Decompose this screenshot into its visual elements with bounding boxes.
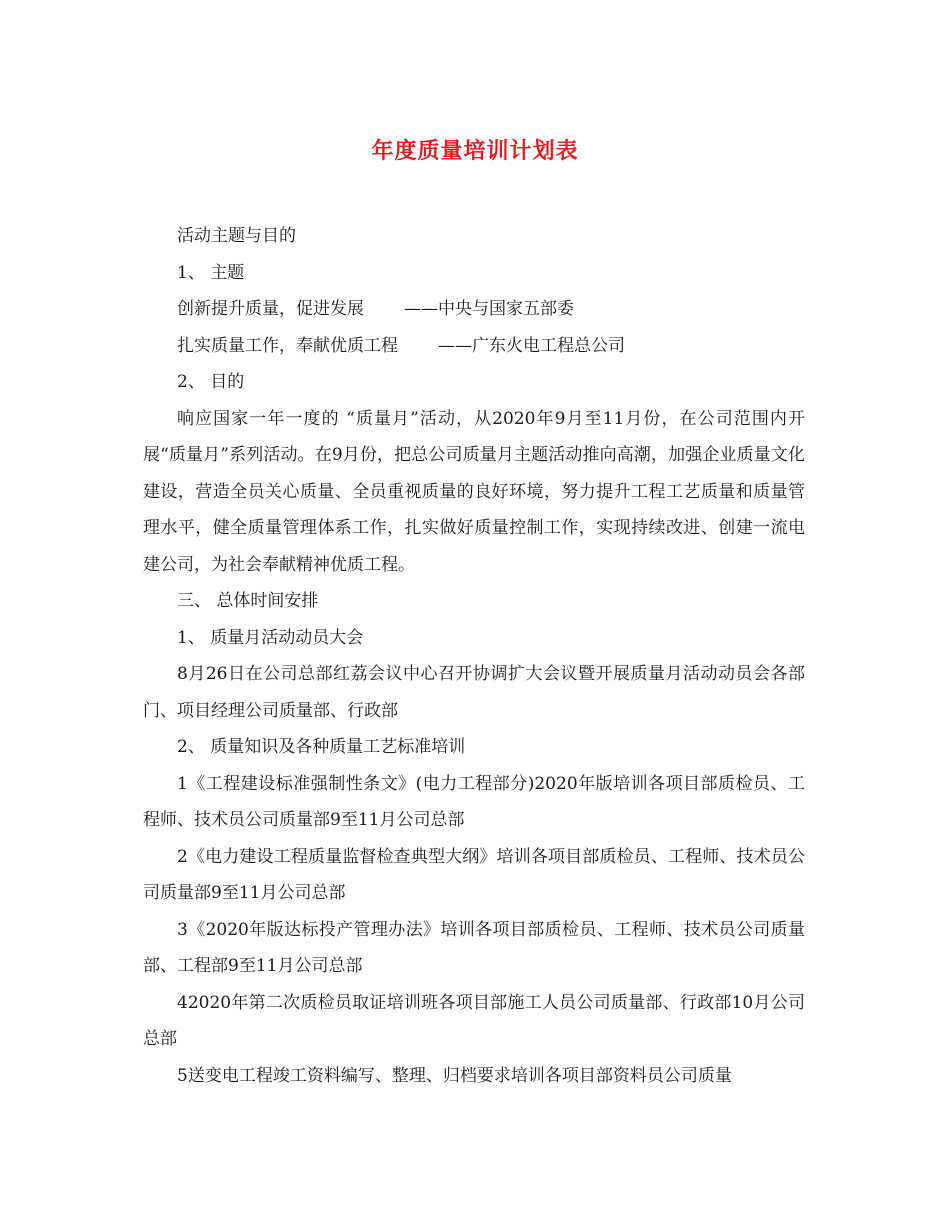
theme-slogan-2: 扎实质量工作，奉献优质工程 [177, 335, 398, 356]
paragraph-training-heading: 2、 质量知识及各种质量工艺标准培训 [177, 737, 466, 757]
theme-slogan-1: 创新提升质量，促进发展 [177, 299, 364, 319]
theme-source-1: ——中央与国家五部委 [404, 299, 574, 319]
paragraph-theme-line-2 [143, 328, 805, 365]
paragraph-mobilization-heading: 1、 质量月活动动员大会 [177, 627, 364, 648]
theme-source-2: ——广东火电工程总公司 [438, 335, 625, 356]
document-title: 年度质量培训计划表 [371, 138, 579, 164]
paragraph-mobilization-body: 8月26日在公司总部红荔会议中心召开协调扩大会议暨开展质量月活动动员会各部门、项目经理公司质量部、行政部 [143, 664, 805, 721]
paragraph-activity-theme-purpose: 活动主题与目的 [177, 226, 296, 246]
paragraph-schedule-heading: 三、 总体时间安排 [177, 591, 319, 611]
paragraph-theme-line-1 [143, 291, 805, 328]
document-body [143, 218, 805, 1094]
paragraph-purpose-heading: 2、 目的 [177, 372, 245, 392]
paragraph-purpose-body: 响应国家一年一度的 “质量月”活动，从2020年9月至11月份，在公司范围内开展“质量月”系列活动。在9月份，把总公司质量月主题活动推向高潮，加强企业质量文化建设，营造全员关心质量、全员重视质量的良好环境，努力提升工程工艺质量和质量管理水平，健全质量管理体系工作，扎实做好质量控制工作，实现持续改进、创建一流电建公司，为社会奉献精神优质工程。 [143, 408, 805, 575]
paragraph-theme-heading: 1、 主题 [177, 262, 245, 283]
paragraph-training-item-2: 2《电力建设工程质量监督检查典型大纲》培训各项目部质检员、工程师、技术员公司质量部9至11月公司总部 [143, 846, 805, 903]
paragraph-training-item-4: 42020年第二次质检员取证培训班各项目部施工人员公司质量部、行政部10月公司总部 [143, 992, 805, 1049]
paragraph-training-item-5: 5送变电工程竣工资料编写、整理、归档要求培训各项目部资料员公司质量 [177, 1065, 732, 1086]
paragraph-training-item-3: 3《2020年版达标投产管理办法》培训各项目部质检员、工程师、技术员公司质量部、工程部9至11月公司总部 [143, 919, 805, 976]
paragraph-training-item-1: 1《工程建设标准强制性条文》(电力工程部分)2020年版培训各项目部质检员、工程师、技术员公司质量部9至11月公司总部 [143, 773, 805, 830]
